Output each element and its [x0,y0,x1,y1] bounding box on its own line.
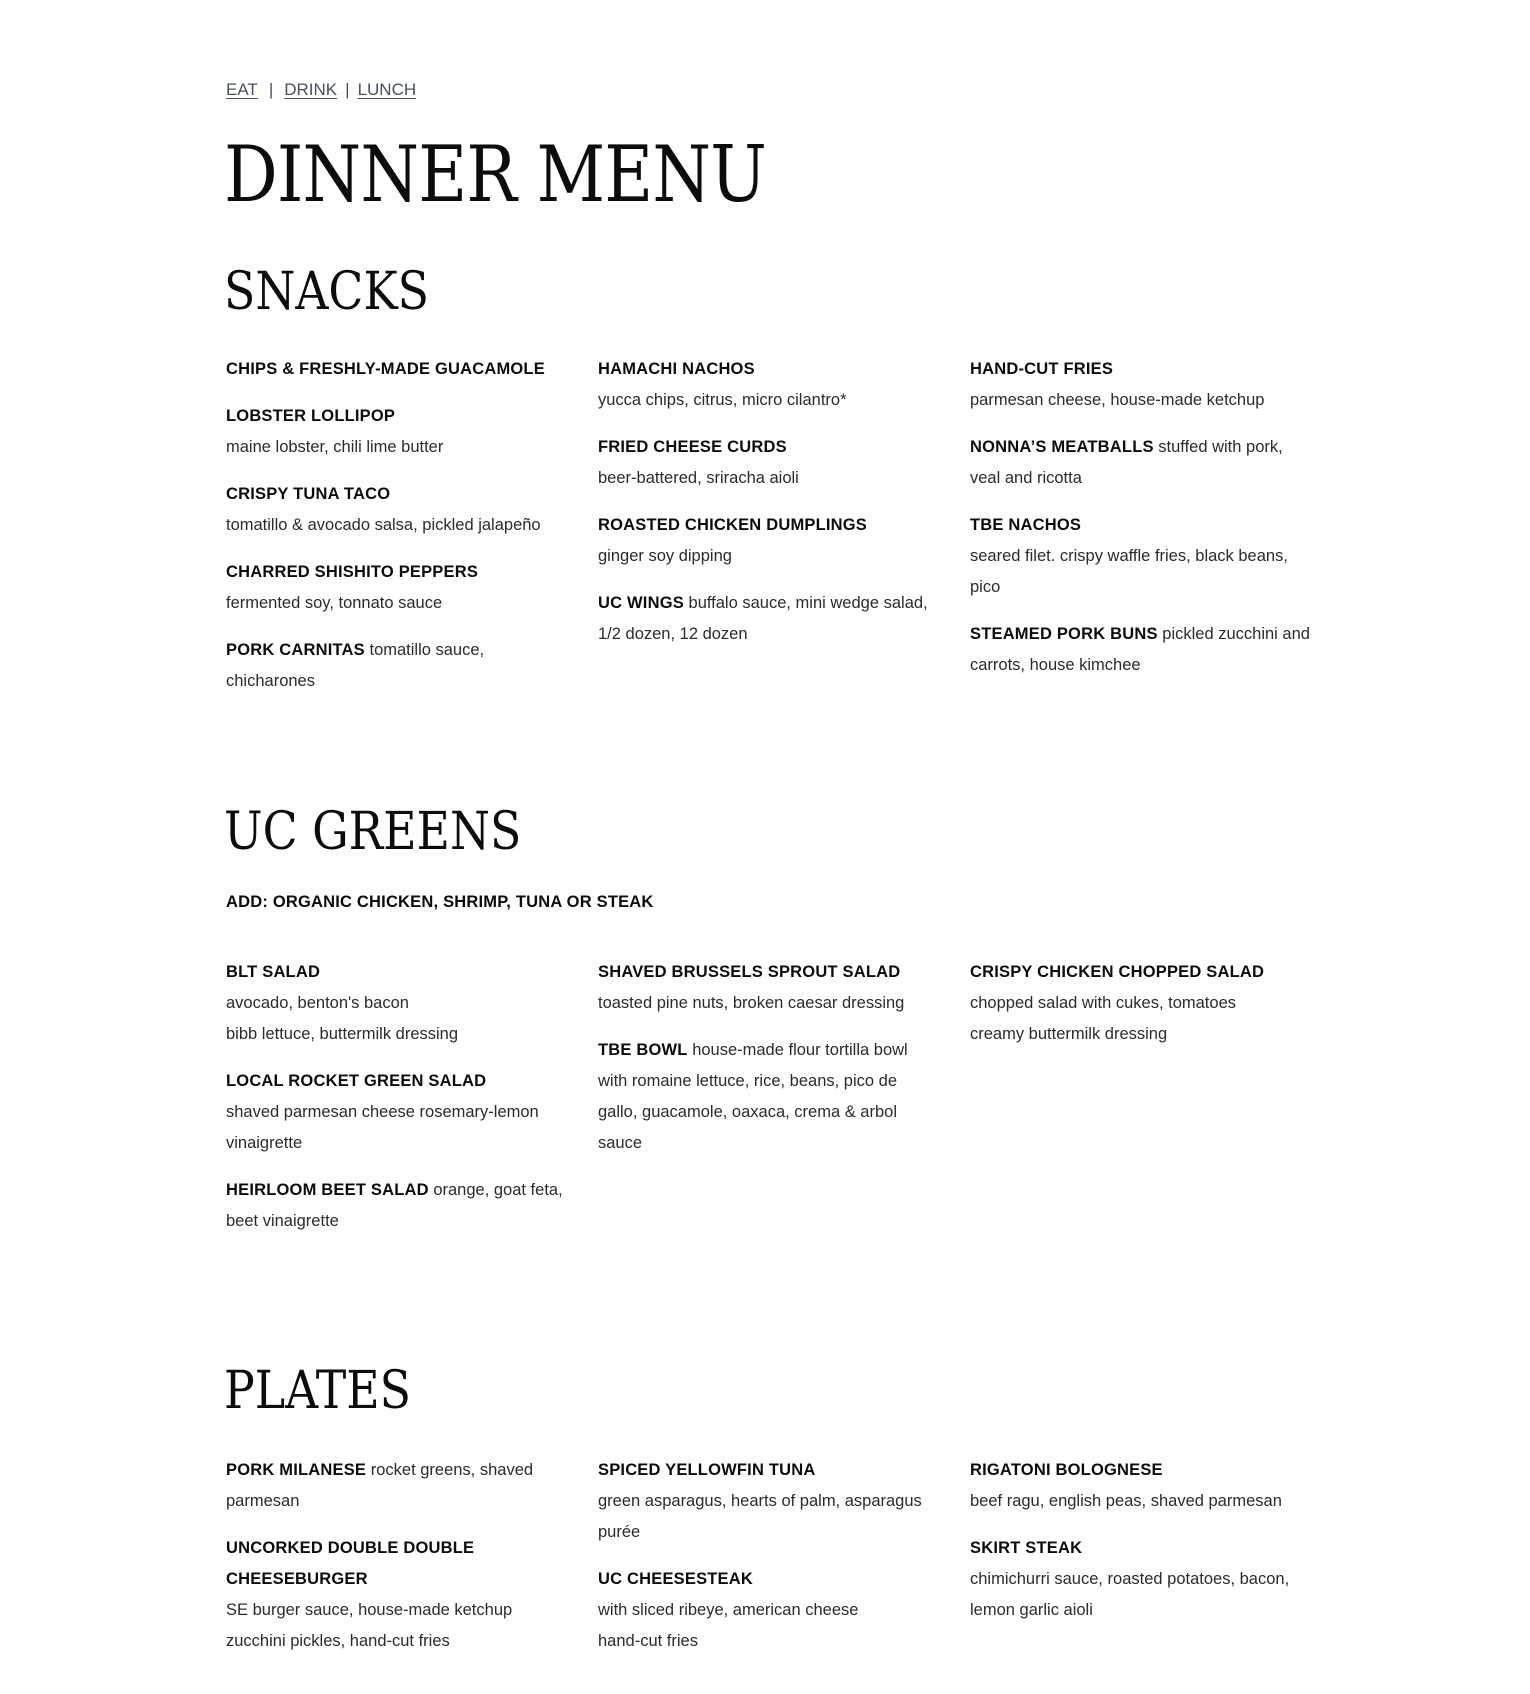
menu-item [598,354,938,416]
menu-item [226,635,566,697]
item-description: green asparagus, hearts of palm, asparagus purée [598,1492,922,1541]
nav-separator: | [268,80,274,99]
section-title-snacks: SNACKS [224,262,429,322]
item-name: HAND-CUT FRIES [970,360,1114,378]
item-description: toasted pine nuts, broken caesar dressing [598,994,905,1012]
menu-item [226,354,566,385]
menu-item [598,957,938,1019]
menu-item [970,957,1310,1050]
item-description: beer-battered, sriracha aioli [598,469,799,487]
snacks-column-2 [598,354,938,666]
item-description: bibb lettuce, buttermilk dressing [226,1025,459,1043]
item-description: buffalo sauce, mini wedge salad, 1/2 dozen, 12 dozen [598,594,928,643]
item-description: zucchini pickles, hand-cut fries [226,1632,450,1650]
menu-item [226,401,566,463]
menu-item [598,1455,938,1548]
menu-item [970,619,1310,681]
menu-item [598,588,938,650]
item-name: FRIED CHEESE CURDS [598,438,787,456]
item-description: stuffed with pork, veal and ricotta [970,438,1283,487]
snacks-column-1 [226,354,566,713]
menu-item [226,957,566,1050]
nav-separator: | [345,80,350,99]
menu-item [970,1455,1310,1517]
section-title-plates: PLATES [224,1361,411,1421]
item-description: with sliced ribeye, american cheese [598,1601,859,1619]
item-description: creamy buttermilk dressing [970,1025,1168,1043]
item-description: seared filet. crispy waffle fries, black beans, pico [970,547,1288,596]
greens-column-3 [970,957,1310,1066]
item-description: maine lobster, chili lime butter [226,438,444,456]
item-name: LOCAL ROCKET GREEN SALAD [226,1072,487,1090]
menu-item [970,354,1310,416]
menu-item [226,479,566,541]
item-name: STEAMED PORK BUNS [970,625,1158,643]
item-description: pickled zucchini and carrots, house kimchee [970,625,1310,674]
item-name: SKIRT STEAK [970,1539,1083,1557]
item-description: parmesan cheese, house-made ketchup [970,391,1265,409]
menu-item [970,510,1310,603]
section-title-greens: UC GREENS [224,802,522,862]
menu-item [226,1066,566,1159]
item-name: RIGATONI BOLOGNESE [970,1461,1163,1479]
menu-item [970,432,1310,494]
plates-column-1 [226,1455,566,1673]
item-name: PORK MILANESE [226,1461,367,1479]
menu-nav [226,80,416,100]
item-name: TBE BOWL [598,1041,688,1059]
menu-item [598,1564,938,1657]
item-name: SHAVED BRUSSELS SPROUT SALAD [598,963,901,981]
snacks-column-3 [970,354,1310,697]
item-name: UNCORKED DOUBLE DOUBLE CHEESEBURGER [226,1539,475,1588]
nav-link-drink[interactable]: DRINK [284,80,338,99]
menu-item [226,1533,566,1657]
item-description: tomatillo & avocado salsa, pickled jalapeño [226,516,541,534]
menu-item [598,432,938,494]
item-name: TBE NACHOS [970,516,1082,534]
plates-column-3 [970,1455,1310,1642]
item-name: NONNA’S MEATBALLS [970,438,1154,456]
item-name: CHARRED SHISHITO PEPPERS [226,563,479,581]
item-name: CRISPY CHICKEN CHOPPED SALAD [970,963,1265,981]
item-description: fermented soy, tonnato sauce [226,594,443,612]
item-description: chopped salad with cukes, tomatoes [970,994,1236,1012]
item-name: CRISPY TUNA TACO [226,485,391,503]
item-description: avocado, benton's bacon [226,994,409,1012]
nav-link-eat[interactable]: EAT [226,80,258,99]
greens-column-2 [598,957,938,1175]
greens-addon-note: ADD: ORGANIC CHICKEN, SHRIMP, TUNA OR STEAK [226,893,654,911]
menu-item [598,1035,938,1159]
menu-item [226,557,566,619]
item-name: UC WINGS [598,594,684,612]
menu-item [226,1175,566,1237]
item-description: house-made flour tortilla bowl with romaine lettuce, rice, beans, pico de gallo, guacamole, oaxaca, crema & arbol sauce [598,1041,908,1152]
item-description: ginger soy dipping [598,547,732,565]
item-description: beef ragu, english peas, shaved parmesan [970,1492,1282,1510]
item-name: LOBSTER LOLLIPOP [226,407,396,425]
item-description: SE burger sauce, house-made ketchup [226,1601,513,1619]
item-name: ROASTED CHICKEN DUMPLINGS [598,516,868,534]
item-name: SPICED YELLOWFIN TUNA [598,1461,816,1479]
item-name: PORK CARNITAS [226,641,365,659]
item-description: orange, goat feta, beet vinaigrette [226,1181,563,1230]
menu-item [226,1455,566,1517]
item-name: HEIRLOOM BEET SALAD [226,1181,429,1199]
item-description: rocket greens, shaved parmesan [226,1461,534,1510]
item-name: CHIPS & FRESHLY-MADE GUACAMOLE [226,360,545,378]
item-name: BLT SALAD [226,963,321,981]
item-description: tomatillo sauce, chicharones [226,641,485,690]
nav-link-lunch[interactable]: LUNCH [357,80,417,99]
greens-column-1 [226,957,566,1253]
item-description: shaved parmesan cheese rosemary-lemon vinaigrette [226,1103,539,1152]
menu-item [598,510,938,572]
item-description: yucca chips, citrus, micro cilantro* [598,391,847,409]
item-description: chimichurri sauce, roasted potatoes, bacon, lemon garlic aioli [970,1570,1290,1619]
plates-column-2 [598,1455,938,1673]
item-description: hand-cut fries [598,1632,698,1650]
menu-item [970,1533,1310,1626]
page-title: DINNER MENU [224,130,766,220]
item-name: UC CHEESESTEAK [598,1570,753,1588]
item-name: HAMACHI NACHOS [598,360,755,378]
